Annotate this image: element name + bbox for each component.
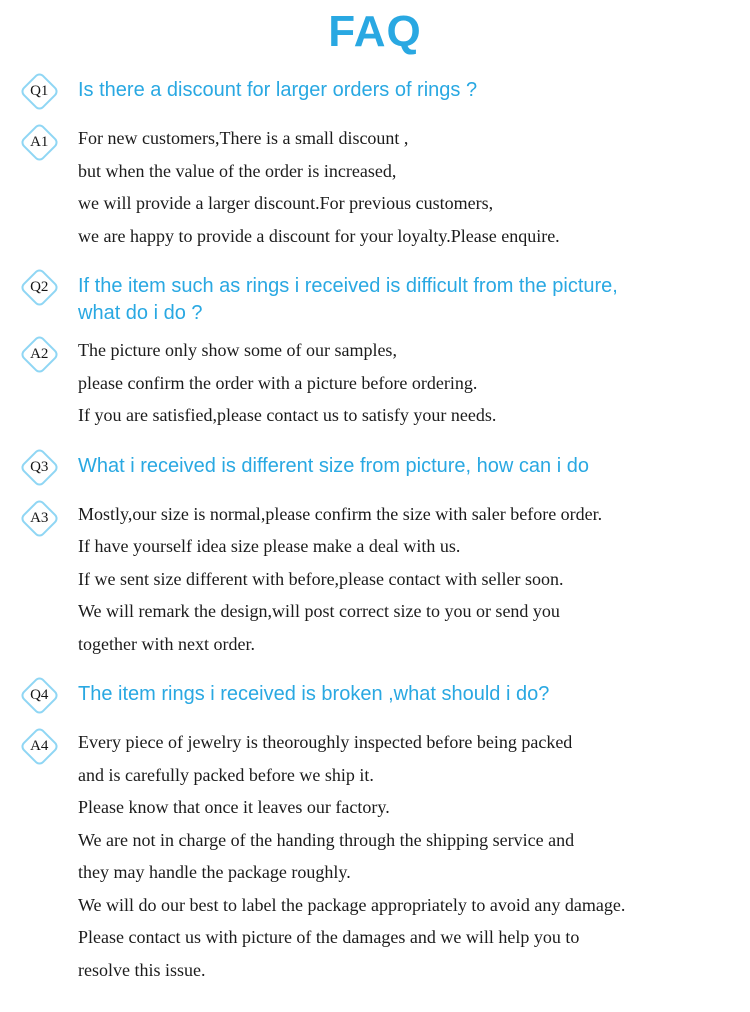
question-line: What i received is different size from picture, how can i do <box>78 454 589 477</box>
answer-marker-column <box>0 725 78 770</box>
answer-line: The picture only show some of our samples, <box>78 340 397 361</box>
question-text <box>78 70 477 104</box>
question-line: The item rings i received is broken ,what should i do? <box>78 683 550 706</box>
answer-line: together with next order. <box>78 633 255 654</box>
question-line: If the item such as rings i received is difficult from the picture, <box>78 275 618 298</box>
question-diamond-icon <box>18 71 59 112</box>
answer-row <box>0 725 736 986</box>
question-row <box>0 446 736 491</box>
question-marker-label: Q2 <box>29 279 49 296</box>
faq-item-4 <box>0 674 736 986</box>
answer-line: If you are satisfied,please contact us to satisfy your needs. <box>78 405 497 426</box>
answer-line: We are not in charge of the handing through the shipping service and <box>78 829 575 850</box>
question-marker-label: Q1 <box>29 83 49 100</box>
answer-line: Every piece of jewelry is theoroughly inspected before being packed <box>78 732 573 753</box>
answer-line: If we sent size different with before,please contact with seller soon. <box>78 568 564 589</box>
answer-marker-label: A4 <box>29 738 49 755</box>
question-line: Is there a discount for larger orders of rings ? <box>78 79 478 102</box>
answer-line: Please know that once it leaves our factory. <box>78 797 390 818</box>
question-marker-label: Q4 <box>29 687 49 704</box>
question-diamond-icon <box>18 447 59 488</box>
question-text <box>78 266 618 327</box>
answer-row <box>0 121 736 252</box>
question-diamond-icon <box>18 267 59 308</box>
answer-line: we are happy to provide a discount for your loyalty.Please enquire. <box>78 225 560 246</box>
answer-diamond-icon <box>18 122 59 163</box>
answer-marker-label: A2 <box>29 346 49 363</box>
question-marker-column <box>0 70 78 115</box>
answer-marker-column <box>0 497 78 542</box>
question-text <box>78 674 549 708</box>
question-line: what do i do ? <box>78 302 203 325</box>
faq-section <box>0 56 750 1012</box>
answer-line: If have yourself idea size please make a deal with us. <box>78 536 461 557</box>
question-row <box>0 266 736 327</box>
answer-line: but when the value of the order is increased, <box>78 160 397 181</box>
answer-line: Mostly,our size is normal,please confirm the size with saler before order. <box>78 503 603 524</box>
question-marker-label: Q3 <box>29 458 49 475</box>
answer-diamond-icon <box>18 334 59 375</box>
question-row <box>0 674 736 719</box>
question-marker-column <box>0 674 78 719</box>
answer-line: resolve this issue. <box>78 959 206 980</box>
page-title: FAQ <box>328 7 422 56</box>
question-diamond-icon <box>18 675 59 716</box>
answer-marker-label: A1 <box>29 134 49 151</box>
faq-item-3 <box>0 446 736 661</box>
question-marker-column <box>0 446 78 491</box>
answer-row <box>0 497 736 661</box>
faq-item-1 <box>0 70 736 252</box>
answer-row <box>0 333 736 432</box>
answer-line: and is carefully packed before we ship it. <box>78 764 374 785</box>
answer-line: Please contact us with picture of the damages and we will help you to <box>78 927 580 948</box>
answer-text <box>78 725 625 986</box>
answer-text <box>78 333 496 432</box>
answer-text <box>78 497 602 661</box>
answer-marker-label: A3 <box>29 509 49 526</box>
answer-marker-column <box>0 121 78 166</box>
answer-line: we will provide a larger discount.For previous customers, <box>78 193 494 214</box>
answer-line: We will do our best to label the package appropriately to avoid any damage. <box>78 894 626 915</box>
question-text <box>78 446 589 480</box>
question-row <box>0 70 736 115</box>
answer-marker-column <box>0 333 78 378</box>
answer-line: For new customers,There is a small discount , <box>78 128 409 149</box>
answer-line: they may handle the package roughly. <box>78 862 351 883</box>
answer-line: please confirm the order with a picture before ordering. <box>78 372 478 393</box>
answer-text <box>78 121 560 252</box>
faq-item-2 <box>0 266 736 432</box>
answer-diamond-icon <box>18 726 59 767</box>
answer-diamond-icon <box>18 498 59 539</box>
answer-line: We will remark the design,will post correct size to you or send you <box>78 601 560 622</box>
question-marker-column <box>0 266 78 311</box>
